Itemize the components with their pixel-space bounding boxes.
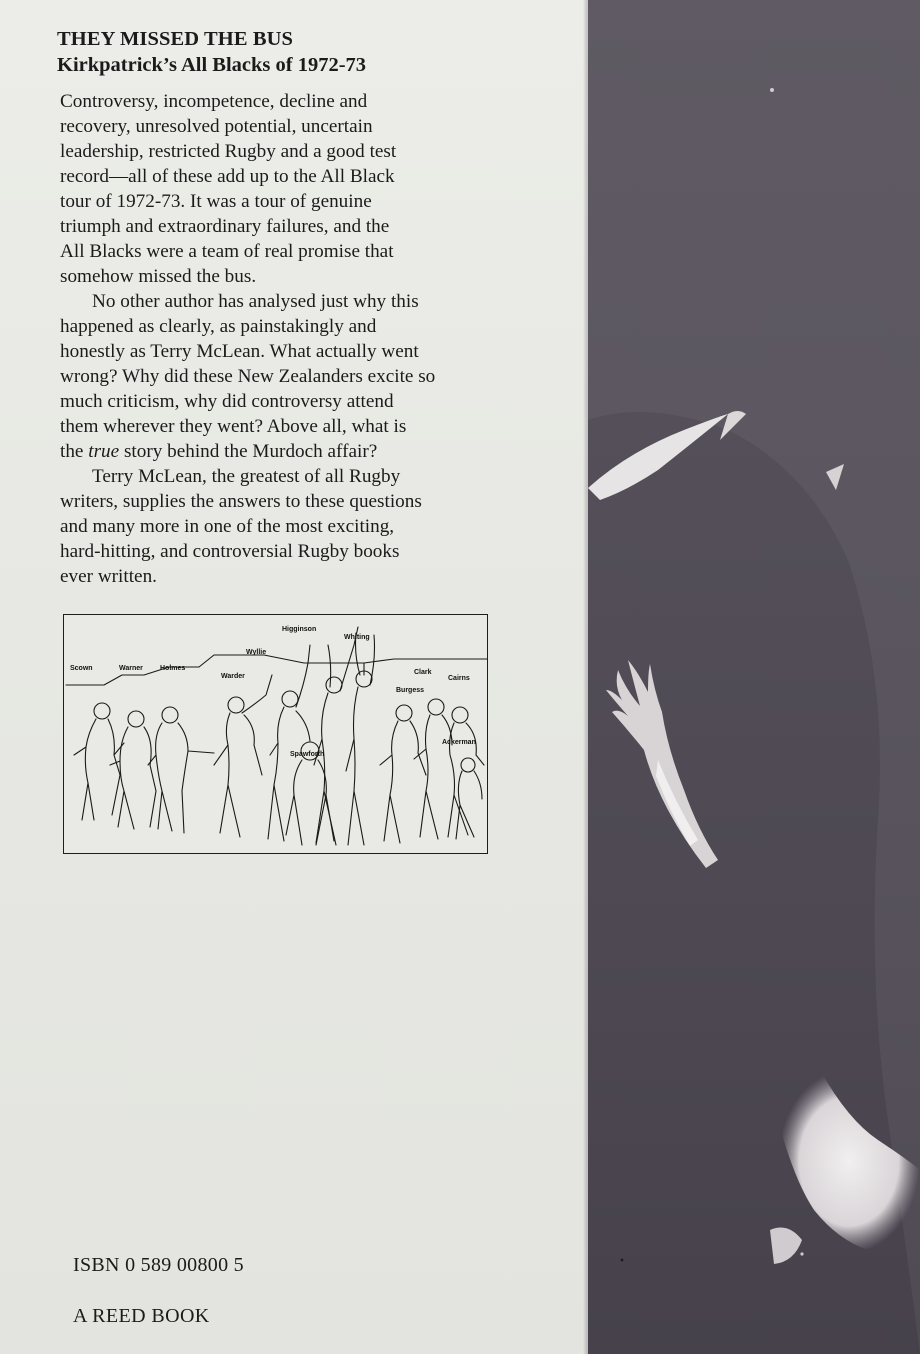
- diagram-label-clark: Clark: [414, 669, 432, 676]
- blurb-line: leadership, restricted Rugby and a good test: [60, 141, 397, 162]
- blurb-paragraph-2: [60, 289, 560, 464]
- blurb-line: them wherever they went? Above all, what is: [60, 416, 407, 437]
- book-subtitle: Kirkpatrick’s All Blacks of 1972-73: [57, 54, 367, 76]
- lineout-line-drawing: [64, 615, 489, 855]
- title-block: [57, 26, 577, 78]
- blurb-line: No other author has analysed just why this: [92, 291, 419, 312]
- cover-photo-image: [588, 0, 920, 1354]
- diagram-label-warder: Warder: [221, 673, 245, 680]
- diagram-label-holmes: Holmes: [160, 665, 186, 672]
- blurb-line: ever written.: [60, 566, 157, 587]
- diagram-label-spawforth: Spawforth: [290, 751, 325, 758]
- blurb-text-fragment: the: [60, 441, 89, 462]
- blurb-line: much criticism, why did controversy attend: [60, 391, 394, 412]
- blurb-line: honestly as Terry McLean. What actually went: [60, 341, 419, 362]
- blurb-line: recovery, unresolved potential, uncertain: [60, 116, 373, 137]
- blurb-paragraph-1: [60, 89, 560, 289]
- blurb-line: triumph and extraordinary failures, and the: [60, 216, 390, 237]
- blurb-line: tour of 1972-73. It was a tour of genuine: [60, 191, 372, 212]
- lineout-key-diagram: [63, 614, 488, 854]
- blurb-text-fragment: story behind the Murdoch affair?: [119, 441, 378, 462]
- emphasis-text: true: [88, 441, 120, 462]
- isbn-number: ISBN 0 589 00800 5: [73, 1254, 244, 1276]
- publisher-name: A REED BOOK: [73, 1305, 210, 1327]
- diagram-label-whiting: Whiting: [344, 634, 370, 641]
- blurb-line: All Blacks were a team of real promise that: [60, 241, 394, 262]
- diagram-label-higginson: Higginson: [282, 626, 317, 633]
- diagram-label-scown: Scown: [70, 665, 93, 672]
- blurb-line: and many more in one of the most exciting,: [60, 516, 395, 537]
- diagram-label-ackerman: Ackerman: [442, 739, 476, 746]
- blurb-line: Terry McLean, the greatest of all Rugby: [92, 466, 401, 487]
- blurb-line: Controversy, incompetence, decline and: [60, 91, 368, 112]
- diagram-label-wyllie: Wyllie: [246, 649, 267, 656]
- diagram-label-burgess: Burgess: [396, 687, 425, 694]
- blurb-line: hard-hitting, and controversial Rugby books: [60, 541, 400, 562]
- blurb-line: somehow missed the bus.: [60, 266, 257, 287]
- blurb-line: happened as clearly, as painstakingly and: [60, 316, 377, 337]
- blurb-line: wrong? Why did these New Zealanders excite so: [60, 366, 436, 387]
- blurb-paragraph-3: [60, 464, 560, 589]
- blurb-text: [60, 89, 560, 589]
- diagram-label-warner: Warner: [119, 665, 143, 672]
- book-title: THEY MISSED THE BUS: [57, 28, 294, 50]
- diagram-label-cairns: Cairns: [448, 675, 470, 682]
- blurb-line: [60, 439, 560, 464]
- blurb-line: writers, supplies the answers to these questions: [60, 491, 422, 512]
- blurb-line: record—all of these add up to the All Black: [60, 166, 395, 187]
- cover-photo-panel: [588, 0, 920, 1354]
